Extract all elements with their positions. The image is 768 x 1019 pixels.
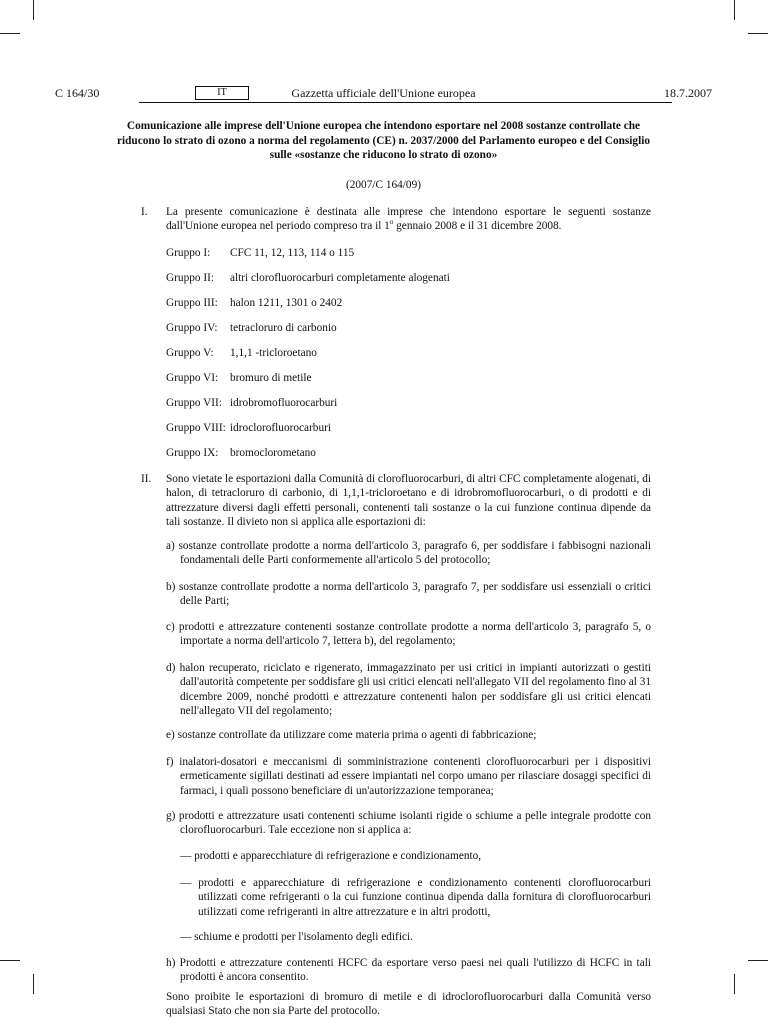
group-value: altri clorofluorocarburi completamente alogenati (230, 272, 450, 284)
page-code: C 164/30 (55, 86, 100, 100)
crop-mark (734, 0, 735, 20)
list-item: e) sostanze controllate da utilizzare come materia prima o agenti di fabbricazione; (166, 729, 537, 741)
group-value: bromuro di metile (230, 372, 312, 384)
ordinal-superscript: o (389, 218, 394, 227)
language-badge: IT (195, 86, 249, 100)
group-label: Gruppo I: (166, 247, 211, 259)
group-label: Gruppo IV: (166, 322, 218, 334)
list-item: b) sostanze controllate prodotte a norma dell'articolo 3, paragrafo 7, per soddisfare usi essenziali o critici delle Parti; (166, 581, 651, 608)
page-header (55, 86, 712, 102)
header-rule (139, 102, 672, 103)
crop-mark (734, 974, 735, 994)
group-label: Gruppo II: (166, 272, 215, 284)
list-item: f) inalatori-dosatori e meccanismi di somministrazione contenenti clorofluorocarburi per i dispositivi ermeticamente sigillati destinati ad essere impiantati nel corpo umano per rilasciare dosaggi specifici di farmaci, i quali possono beneficiare di un'autorizzazione temporanea; (166, 756, 651, 797)
group-value: 1,1,1 -tricloroetano (230, 347, 317, 359)
section-number: II. (141, 473, 152, 485)
section-intro (166, 205, 651, 234)
group-label: Gruppo III: (166, 297, 218, 309)
group-label: Gruppo VI: (166, 372, 219, 384)
group-label: Gruppo IX: (166, 447, 219, 459)
sub-list-item: — schiume e prodotti per l'isolamento degli edifici. (180, 931, 413, 943)
crop-mark (748, 33, 768, 34)
group-value: halon 1211, 1301 o 2402 (230, 297, 343, 309)
sub-list-item: — prodotti e apparecchiature di refrigerazione e condizionamento contenenti clorofluorocarburi utilizzati come refrigeranti o la cui funzione continua dipenda dalla fornitura di clorofluorocarburi utilizzati come refrigeranti in altre attrezzature e in altri prodotti, (180, 877, 651, 918)
section-intro: Sono vietate le esportazioni dalla Comunità di clorofluorocarburi, di altri CFC completamente alogenati, di halon, di tetracloruro di carbonio, di 1,1,1-tricloroetano e di idrobromofluorocarburi, o di prodotti e di attrezzature diversi dagli effetti personali, contenenti tali sostanze o la cui funzione continua dipende da tali sostanze. Il divieto non si applica alle esportazioni di: (166, 473, 651, 528)
group-label: Gruppo V: (166, 347, 214, 359)
crop-mark (0, 960, 20, 961)
document-reference: (2007/C 164/09) (346, 179, 421, 191)
crop-mark (33, 0, 34, 20)
group-value: idrobromofluorocarburi (230, 397, 338, 409)
crop-mark (748, 960, 768, 961)
group-value: idroclorofluorocarburi (230, 422, 332, 434)
list-item: c) prodotti e attrezzature contenenti sostanze controllate prodotte a norma dell'articolo 3, paragrafo 5, o importate a norma dell'articolo 7, lettera b), del regolamento; (166, 621, 651, 648)
group-value: bromoclorometano (230, 447, 316, 459)
group-label: Gruppo VII: (166, 397, 222, 409)
sub-list-item: — prodotti e apparecchiature di refrigerazione e condizionamento, (180, 850, 482, 862)
closing-paragraph: Sono proibite le esportazioni di bromuro di metile e di idroclorofluorocarburi dalla Comunità verso qualsiasi Stato che non sia Parte del protocollo. (166, 991, 651, 1018)
crop-mark (0, 33, 20, 34)
list-item: d) halon recuperato, riciclato e rigenerato, immagazzinato per usi critici in impianti autorizzati o gestiti dall'autorità competente per soddisfare gli usi critici elencati nell'allegato VII del regolamento fino al 31 dicembre 2009, nonché prodotti e attrezzature contenenti halon per soddisfare gli usi critici elencati nell'allegato VII del regolamento; (166, 662, 651, 717)
intro-text-end: gennaio 2008 e il 31 dicembre 2008. (393, 220, 562, 233)
intro-text: La presente comunicazione è destinata alle imprese che intendono esportare le seguenti sostanze dall'Unione europea nel periodo compreso tra il 1 (166, 206, 651, 233)
group-value: tetracloruro di carbonio (230, 322, 337, 334)
group-value: CFC 11, 12, 113, 114 o 115 (230, 247, 355, 259)
list-item: h) Prodotti e attrezzature contenenti HCFC da esportare verso paesi nei quali l'utilizzo di HCFC in tali prodotti è ancora consentito. (166, 957, 651, 984)
list-item: g) prodotti e attrezzature usati contenenti schiume isolanti rigide o schiume a pelle integrale prodotte con clorofluorocarburi. Tale eccezione non si applica a: (166, 810, 651, 837)
crop-mark (33, 974, 34, 994)
section-number: I. (141, 206, 148, 218)
publication-title: Gazzetta ufficiale dell'Unione europea (291, 86, 476, 100)
list-item: a) sostanze controllate prodotte a norma dell'articolo 3, paragrafo 6, per soddisfare i fabbisogni nazionali fondamentali delle Parti conformemente all'articolo 5 del protocollo; (166, 540, 651, 567)
group-label: Gruppo VIII: (166, 422, 226, 434)
publication-date: 18.7.2007 (664, 86, 712, 100)
document-title: Comunicazione alle imprese dell'Unione europea che intendono esportare nel 2008 sostanze controllate che riducono lo strato di ozono a norma del regolamento (CE) n. 2037/2000 del Parlamento europeo e del Consiglio sulle «sostanze che riducono lo strato di ozono» (116, 120, 651, 161)
